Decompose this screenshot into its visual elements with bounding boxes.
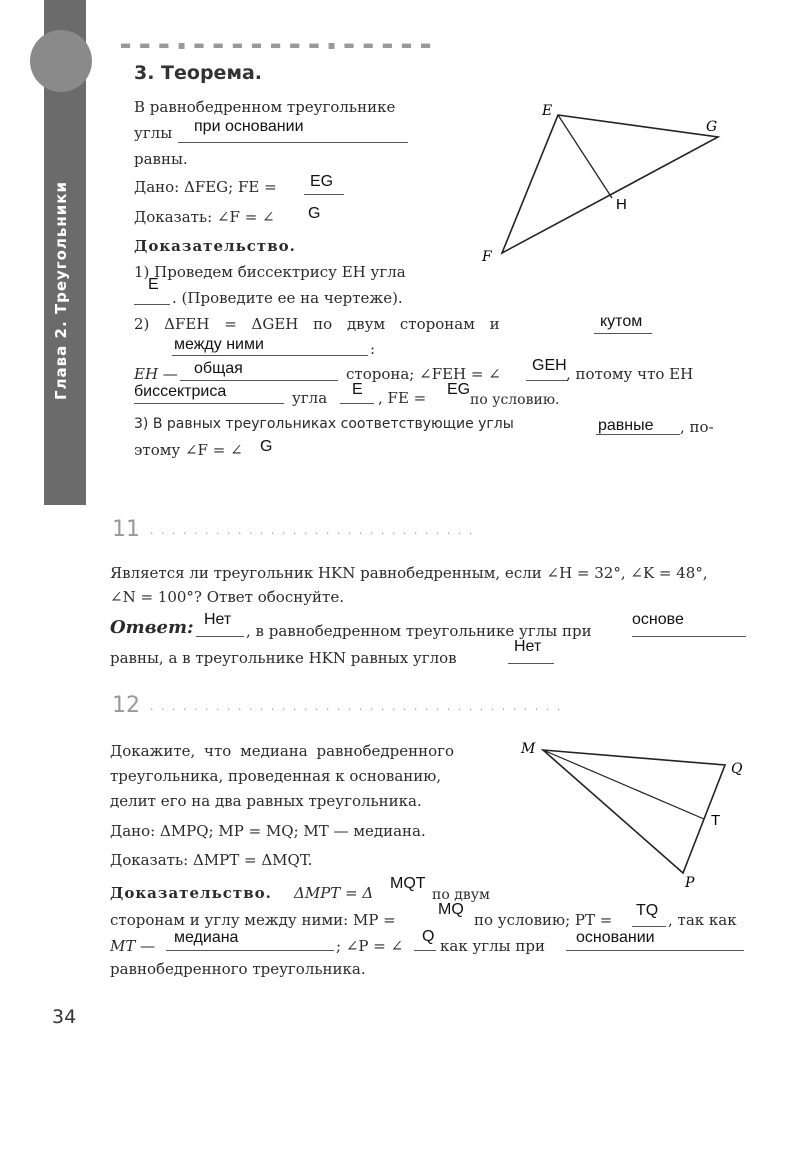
answer-line — [340, 403, 374, 404]
answer-g2: G — [260, 438, 273, 455]
step2-colon: : — [370, 340, 376, 358]
chapter-label: Глава 2. Треугольники — [52, 181, 70, 400]
task12-given: Дано: ΔMPQ; MP = MQ; MT — медиана. — [110, 822, 426, 840]
task12-answer-q: Q — [422, 928, 435, 945]
label-t: T — [711, 812, 721, 829]
fe-text: , FE = — [378, 389, 427, 407]
task11-answer-label: Ответ: — [110, 617, 194, 638]
task12-proof-l2a: сторонам и углу между ними: MP = — [110, 911, 396, 929]
answer-line — [526, 380, 568, 381]
by-condition: по условию. — [470, 392, 560, 408]
answer-line — [134, 304, 170, 305]
task12-divider: . . . . . . . . . . . . . . . . . . . . . . . . . . . . . . . . . . . . . . — [150, 700, 563, 713]
task12-proof-l4: равнобедренного треугольника. — [110, 960, 366, 978]
given-text: Дано: ΔFEG; FE = — [134, 178, 277, 196]
answer-between: между ними — [174, 336, 264, 353]
task12-proof-label: Доказательство. — [110, 884, 272, 902]
answer-line — [632, 636, 746, 637]
answer-prove: G — [308, 205, 321, 222]
task12-proof-l3c: как углы при — [440, 937, 545, 955]
therefore-text: этому ∠F = ∠ — [134, 441, 243, 459]
triangle-mpq-diagram — [515, 735, 765, 895]
answer-equal: равные — [598, 417, 654, 434]
label-h: H — [616, 196, 627, 213]
bisector-eh — [558, 115, 612, 198]
theorem-line3: равны. — [134, 150, 188, 168]
eh-tail: , потому что EH — [566, 365, 694, 383]
theorem-line2-prefix: углы — [134, 124, 173, 142]
step3-text: 3) В равных треугольниках соответствующие углы — [134, 416, 514, 432]
task11-number: 11 — [112, 517, 140, 542]
eh-mid: сторона; ∠FEH = ∠ — [346, 365, 501, 383]
answer-eg2: EG — [447, 381, 471, 398]
answer-base: при основании — [194, 118, 304, 135]
task11-question1: Является ли треугольник HKN равнобедренным, если ∠H = 32°, ∠K = 48°, — [110, 564, 708, 582]
proof-heading: Доказательство. — [134, 237, 296, 255]
task12-prove: Доказать: ΔMPT = ΔMQT. — [110, 851, 313, 869]
answer-bisector: биссектриса — [134, 383, 227, 400]
task12-answer-median: медиана — [174, 929, 239, 946]
label-q: Q — [731, 761, 743, 777]
step3-tail: , по- — [680, 418, 714, 436]
answer-given: EG — [310, 173, 334, 190]
task12-q1: Докажите, что медиана равнобедренного — [110, 742, 455, 760]
answer-geh: GEH — [532, 357, 567, 374]
task12-answer-base: основании — [576, 929, 655, 946]
task11-answer-no: Нет — [204, 611, 232, 628]
task12-answer-tq: TQ — [636, 902, 659, 919]
answer-line — [508, 663, 554, 664]
answer-angle: E — [148, 276, 159, 293]
task12-proof-l2b: по условию; PT = — [474, 911, 613, 929]
answer-corner: кутом — [600, 313, 643, 330]
task12-answer-mq: MQ — [438, 901, 464, 918]
task12-number: 12 — [112, 693, 140, 718]
answer-line — [594, 333, 652, 334]
eh-prefix: EH — — [134, 365, 178, 383]
answer-line — [172, 355, 368, 356]
task12-q2: треугольника, проведенная к основанию, — [110, 767, 442, 785]
angle-word: угла — [292, 389, 328, 407]
label-p: P — [685, 875, 695, 891]
label-e: E — [542, 103, 553, 119]
answer-line — [180, 380, 338, 381]
task11-answer-text: , в равнобедренном треугольнике углы при — [246, 622, 592, 640]
task11-question2: ∠N = 100°? Ответ обоснуйте. — [110, 588, 344, 606]
theorem-heading: 3. Теорема. — [134, 62, 263, 84]
top-divider: ▬ ▬ ▬ ▪ ▬ ▬ ▬ ▬ ▬ ▬ ▬ ▪ ▬ ▬ ▬ ▬ ▬ — [120, 38, 434, 52]
answer-common: общая — [194, 360, 243, 377]
answer-line — [632, 926, 666, 927]
page-number: 34 — [52, 1006, 77, 1028]
answer-line — [304, 194, 344, 195]
task12-q3: делит его на два равных треугольника. — [110, 792, 422, 810]
task12-proof-l2c: , так как — [668, 911, 737, 929]
task12-proof-l1b: по двум — [432, 887, 490, 903]
task12-proof-l3a: MT — — [110, 937, 156, 955]
task11-answer-no2: Нет — [514, 638, 542, 655]
label-g: G — [706, 119, 718, 135]
label-f: F — [482, 249, 492, 265]
task12-proof-l3b: ; ∠P = ∠ — [336, 937, 404, 955]
answer-line — [414, 950, 436, 951]
answer-line — [178, 142, 408, 143]
step2-text: 2) ΔFEH = ΔGEH по двум сторонам и — [134, 315, 500, 333]
task11-divider: . . . . . . . . . . . . . . . . . . . . . . . . . . . . . . — [150, 524, 475, 537]
step1-text: 1) Проведем биссектрису EH угла — [134, 263, 406, 281]
answer-e2: E — [352, 381, 363, 398]
answer-line — [566, 950, 744, 951]
task11-line2: равны, а в треугольнике HKN равных углов — [110, 649, 457, 667]
task11-answer-base: основе — [632, 611, 684, 628]
theorem-line1: В равнобедренном треугольнике — [134, 98, 396, 116]
task12-proof-l1a: ΔMPT = Δ — [294, 884, 374, 902]
step1-tail: . (Проведите ее на чертеже). — [172, 289, 403, 307]
answer-line — [134, 403, 284, 404]
median-mt — [543, 750, 704, 819]
task12-answer-mqt: MQT — [390, 875, 426, 892]
prove-text: Доказать: ∠F = ∠ — [134, 208, 275, 226]
answer-line — [196, 636, 244, 637]
answer-line — [596, 434, 680, 435]
triangle-feg — [502, 115, 718, 253]
triangle-feg-diagram — [470, 95, 740, 275]
label-m: M — [521, 741, 536, 757]
answer-line — [166, 950, 334, 951]
triangle-mpq — [543, 750, 725, 873]
sidebar-decoration — [30, 30, 92, 92]
